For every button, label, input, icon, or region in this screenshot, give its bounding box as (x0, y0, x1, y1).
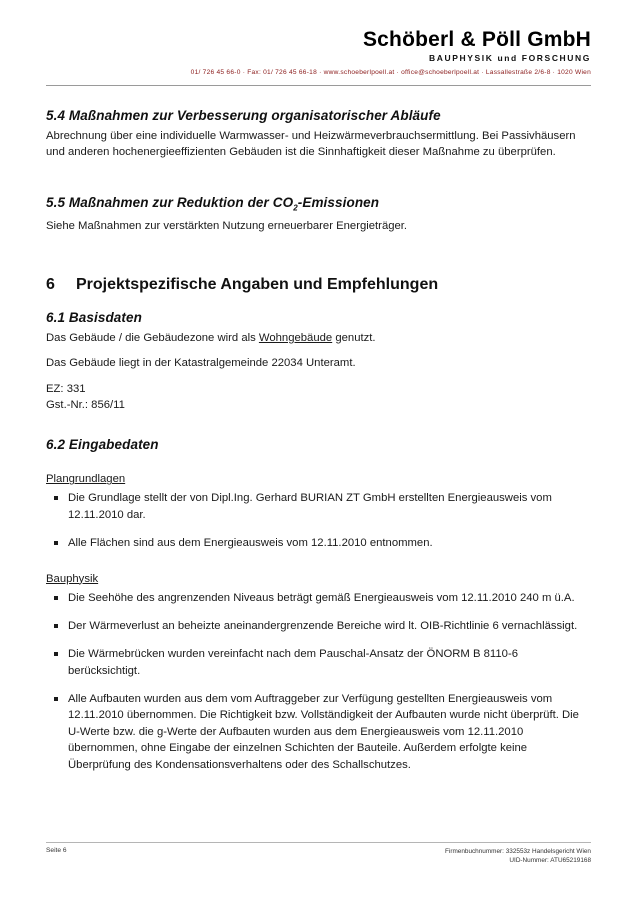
section-5-4-paragraph: Abrechnung über eine individuelle Warmwasser- und Heizwärmeverbrauchsermittlung. Bei Passivhäusern und anderen hochenergieeffizienten Gebäuden ist die Sinnhaftigkeit dieser Maßnahme zu überprüfen. (46, 130, 576, 159)
footer-uid-line: UID-Nummer: ATU65219168 (509, 857, 591, 865)
list-item: Die Seehöhe des angrenzenden Niveaus beträgt gemäß Energieausweis vom 12.11.2010 240 m ü.A. (46, 590, 591, 606)
section-5-5-heading-subscript: 2 (293, 203, 298, 213)
para-underlined-term: Wohngebäude (258, 331, 333, 344)
company-contact-line: 01/ 726 45 66-0 · Fax: 01/ 726 45 66-18 · www.schoeberlpoell.at · office@schoeberlpoell.at · Lassallestraße 2/6-8 · 1020 Wien (190, 69, 591, 77)
chapter-6-number: 6 (46, 275, 55, 293)
spacer (46, 179, 591, 195)
spacer (46, 294, 591, 310)
spacer (46, 252, 591, 276)
spacer (46, 372, 591, 381)
list-item: Alle Flächen sind aus dem Energieausweis vom 12.11.2010 entnommen. (46, 535, 591, 551)
list-item: Die Wärmebrücken wurden vereinfacht nach dem Pauschal-Ansatz der ÖNORM B 8110-6 berücksichtigt. (46, 646, 591, 679)
section-6-1-paragraph-2: Das Gebäude liegt in der Katastralgemeinde 22034 Unteramt. (46, 357, 356, 370)
subsection-plangrundlagen-label: Plangrundlagen (46, 473, 126, 486)
company-name: Schöberl & Pöll GmbH (362, 28, 591, 51)
section-6-1-gst-nr: Gst.-Nr.: 856/11 (46, 399, 125, 412)
list-item: Der Wärmeverlust an beheizte aneinandergrenzende Bereiche wird lt. OIB-Richtlinie 6 vernachlässigt. (46, 618, 591, 634)
chapter-6-title: Projektspezifische Angaben und Empfehlungen (76, 275, 439, 293)
section-6-1 (46, 310, 591, 414)
para-post: genutzt. (332, 331, 376, 344)
section-5-5-paragraph: Siehe Maßnahmen zur verstärkten Nutzung erneuerbarer Energieträger. (46, 219, 408, 232)
subsection-bauphysik-label: Bauphysik (46, 572, 99, 585)
page-number: Seite 6 (46, 846, 67, 854)
section-5-4 (46, 108, 591, 161)
header-divider (46, 85, 591, 86)
section-6-2 (46, 437, 591, 773)
section-6-1-heading: 6.1 Basisdaten (46, 309, 142, 325)
para-pre: Das Gebäude / die Gebäudezone wird als (46, 331, 259, 344)
footer-divider (46, 842, 591, 843)
document-footer (46, 842, 591, 866)
footer-register-line: Firmenbuchnummer: 332553z Handelsgericht Wien (445, 847, 591, 855)
plangrundlagen-list (46, 490, 591, 551)
list-item: Die Grundlage stellt der von Dipl.Ing. Gerhard BURIAN ZT GmbH erstellten Energieausweis vom 12.11.2010 dar. (46, 490, 591, 523)
spacer (46, 346, 591, 355)
spacer (46, 564, 591, 573)
chapter-6-heading (46, 276, 591, 294)
document-header (46, 28, 591, 80)
section-5-5-heading-post: -Emissionen (297, 194, 380, 210)
list-item: Alle Aufbauten wurden aus dem vom Auftraggeber zur Verfügung gestellten Energieausweis vom 12.11.2010 übernommen. Die Richtigkeit bzw. Vollständigkeit der Aufbauten wurde nicht überprüft. Die U-Werte bzw. die g-Werte der Aufbauten wurden aus dem Energieausweis vom 12.11.2010 übernommen, ohne Eingabe der einzelnen Schichten der Bauteile. Außerdem erfolgte keine Überprüfung des Kondensationsverhaltens oder des Schallschutzes. (46, 691, 591, 773)
section-5-4-heading: 5.4 Maßnahmen zur Verbesserung organisatorischer Abläufe (46, 108, 441, 124)
bauphysik-list (46, 590, 591, 773)
section-5-5-heading (46, 195, 591, 213)
spacer (46, 413, 591, 437)
section-6-1-paragraph-1 (46, 330, 591, 346)
section-6-1-ez: EZ: 331 (46, 382, 86, 395)
section-6-2-heading: 6.2 Eingabedaten (46, 437, 159, 453)
section-5-5 (46, 195, 591, 234)
spacer (46, 457, 591, 473)
section-5-5-heading-pre: 5.5 Maßnahmen zur Reduktion der CO (46, 194, 294, 210)
company-subtitle: BAUPHYSIK und FORSCHUNG (429, 53, 591, 64)
